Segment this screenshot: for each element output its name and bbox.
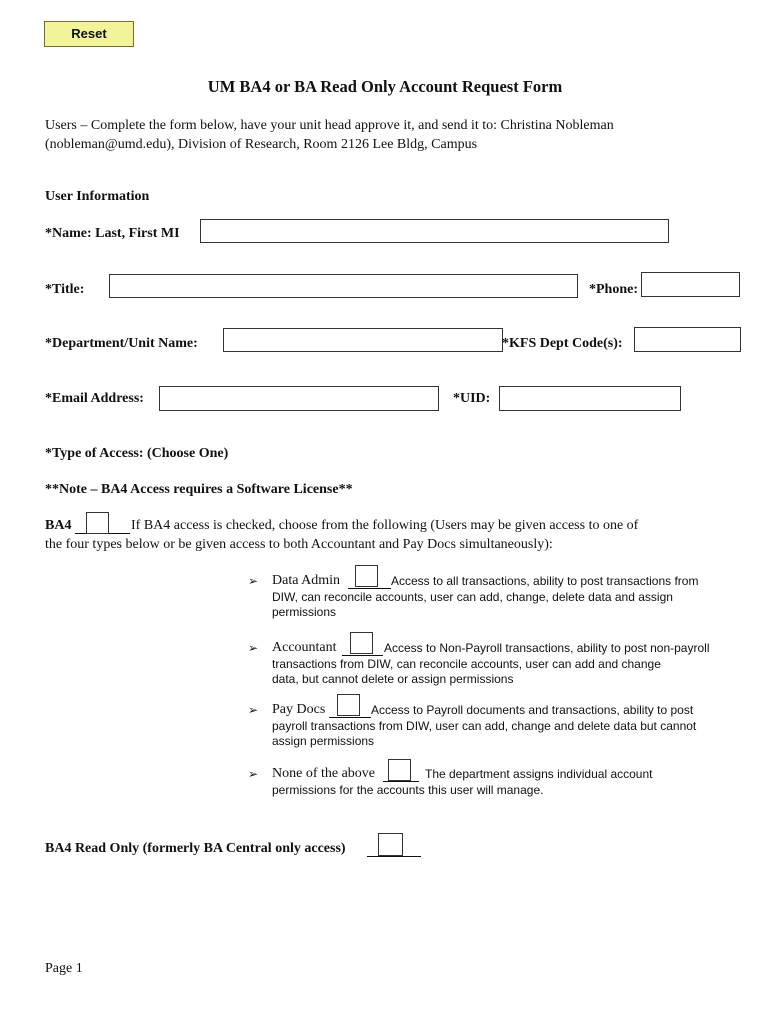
arrow-bullet-icon: ➢: [248, 703, 259, 717]
access-type-label: *Type of Access: (Choose One): [45, 446, 229, 461]
phone-label: *Phone:: [589, 282, 638, 297]
email-label: *Email Address:: [45, 391, 144, 406]
read-only-label: BA4 Read Only (formerly BA Central only access): [45, 841, 346, 856]
title-field[interactable]: [109, 274, 578, 298]
pay-docs-desc-line3: assign permissions: [272, 734, 375, 748]
user-info-heading: User Information: [45, 189, 150, 204]
pay-docs-desc-line1: Access to Payroll documents and transactions, ability to post: [371, 703, 694, 717]
none-of-above-checkbox[interactable]: [388, 759, 411, 781]
arrow-bullet-icon: ➢: [248, 767, 259, 781]
accountant-checkbox[interactable]: [350, 632, 373, 654]
ba4-label: BA4: [45, 518, 72, 533]
read-only-underline: [367, 856, 421, 857]
ba4-checkbox[interactable]: [86, 512, 109, 534]
none-of-above-label: None of the above: [272, 766, 376, 781]
data-admin-desc-line3: permissions: [272, 605, 337, 619]
email-field[interactable]: [159, 386, 439, 411]
form-title: UM BA4 or BA Read Only Account Request Form: [207, 77, 563, 96]
kfs-dept-code-field[interactable]: [634, 327, 741, 352]
accountant-underline: [342, 655, 383, 656]
data-admin-desc-line2: DIW, can reconcile accounts, user can add, change, delete data and assign: [272, 590, 673, 604]
arrow-bullet-icon: ➢: [248, 574, 259, 588]
uid-field[interactable]: [499, 386, 681, 411]
none-of-above-desc-line2: permissions for the accounts this user will manage.: [272, 783, 544, 797]
pay-docs-desc-line2: payroll transactions from DIW, user can add, change and delete data but cannot: [272, 719, 697, 733]
name-field[interactable]: [200, 219, 669, 243]
pay-docs-checkbox[interactable]: [337, 694, 360, 716]
arrow-bullet-icon: ➢: [248, 641, 259, 655]
instructions-text: Users – Complete the form below, have your unit head approve it, and send it to: Christina Nobleman (nobleman@umd.edu), Division of Research, Room 2126 Lee Bldg, Campus: [45, 118, 614, 152]
page-number: Page 1: [45, 961, 83, 976]
department-field[interactable]: [223, 328, 503, 352]
title-label: *Title:: [45, 282, 85, 297]
accountant-desc-line1: Access to Non-Payroll transactions, ability to post non-payroll: [384, 641, 710, 655]
phone-field[interactable]: [641, 272, 740, 297]
accountant-label: Accountant: [272, 640, 337, 655]
data-admin-underline: [348, 588, 391, 589]
name-label: *Name: Last, First MI: [45, 226, 180, 241]
accountant-desc-line2: transactions from DIW, can reconcile accounts, user can add and change: [272, 657, 661, 671]
pay-docs-underline: [329, 717, 371, 718]
data-admin-checkbox[interactable]: [355, 565, 378, 587]
kfs-dept-code-label: *KFS Dept Code(s):: [502, 336, 623, 351]
ba4-description-line2: the four types below or be given access to both Accountant and Pay Docs simultaneously):: [45, 537, 553, 552]
license-note: **Note – BA4 Access requires a Software License**: [45, 482, 353, 497]
none-of-above-underline: [383, 781, 419, 782]
accountant-desc-line3: data, but cannot delete or assign permissions: [272, 672, 514, 686]
reset-button[interactable]: Reset: [44, 21, 134, 47]
data-admin-label: Data Admin: [272, 573, 341, 588]
pay-docs-label: Pay Docs: [272, 702, 326, 717]
data-admin-desc-line1: Access to all transactions, ability to post transactions from: [391, 574, 699, 588]
none-of-above-desc-line1: The department assigns individual account: [425, 767, 653, 781]
ba4-description-line1: If BA4 access is checked, choose from the following (Users may be given access to one of: [131, 518, 639, 533]
department-label: *Department/Unit Name:: [45, 336, 198, 351]
read-only-checkbox[interactable]: [378, 833, 403, 856]
uid-label: *UID:: [453, 391, 491, 406]
